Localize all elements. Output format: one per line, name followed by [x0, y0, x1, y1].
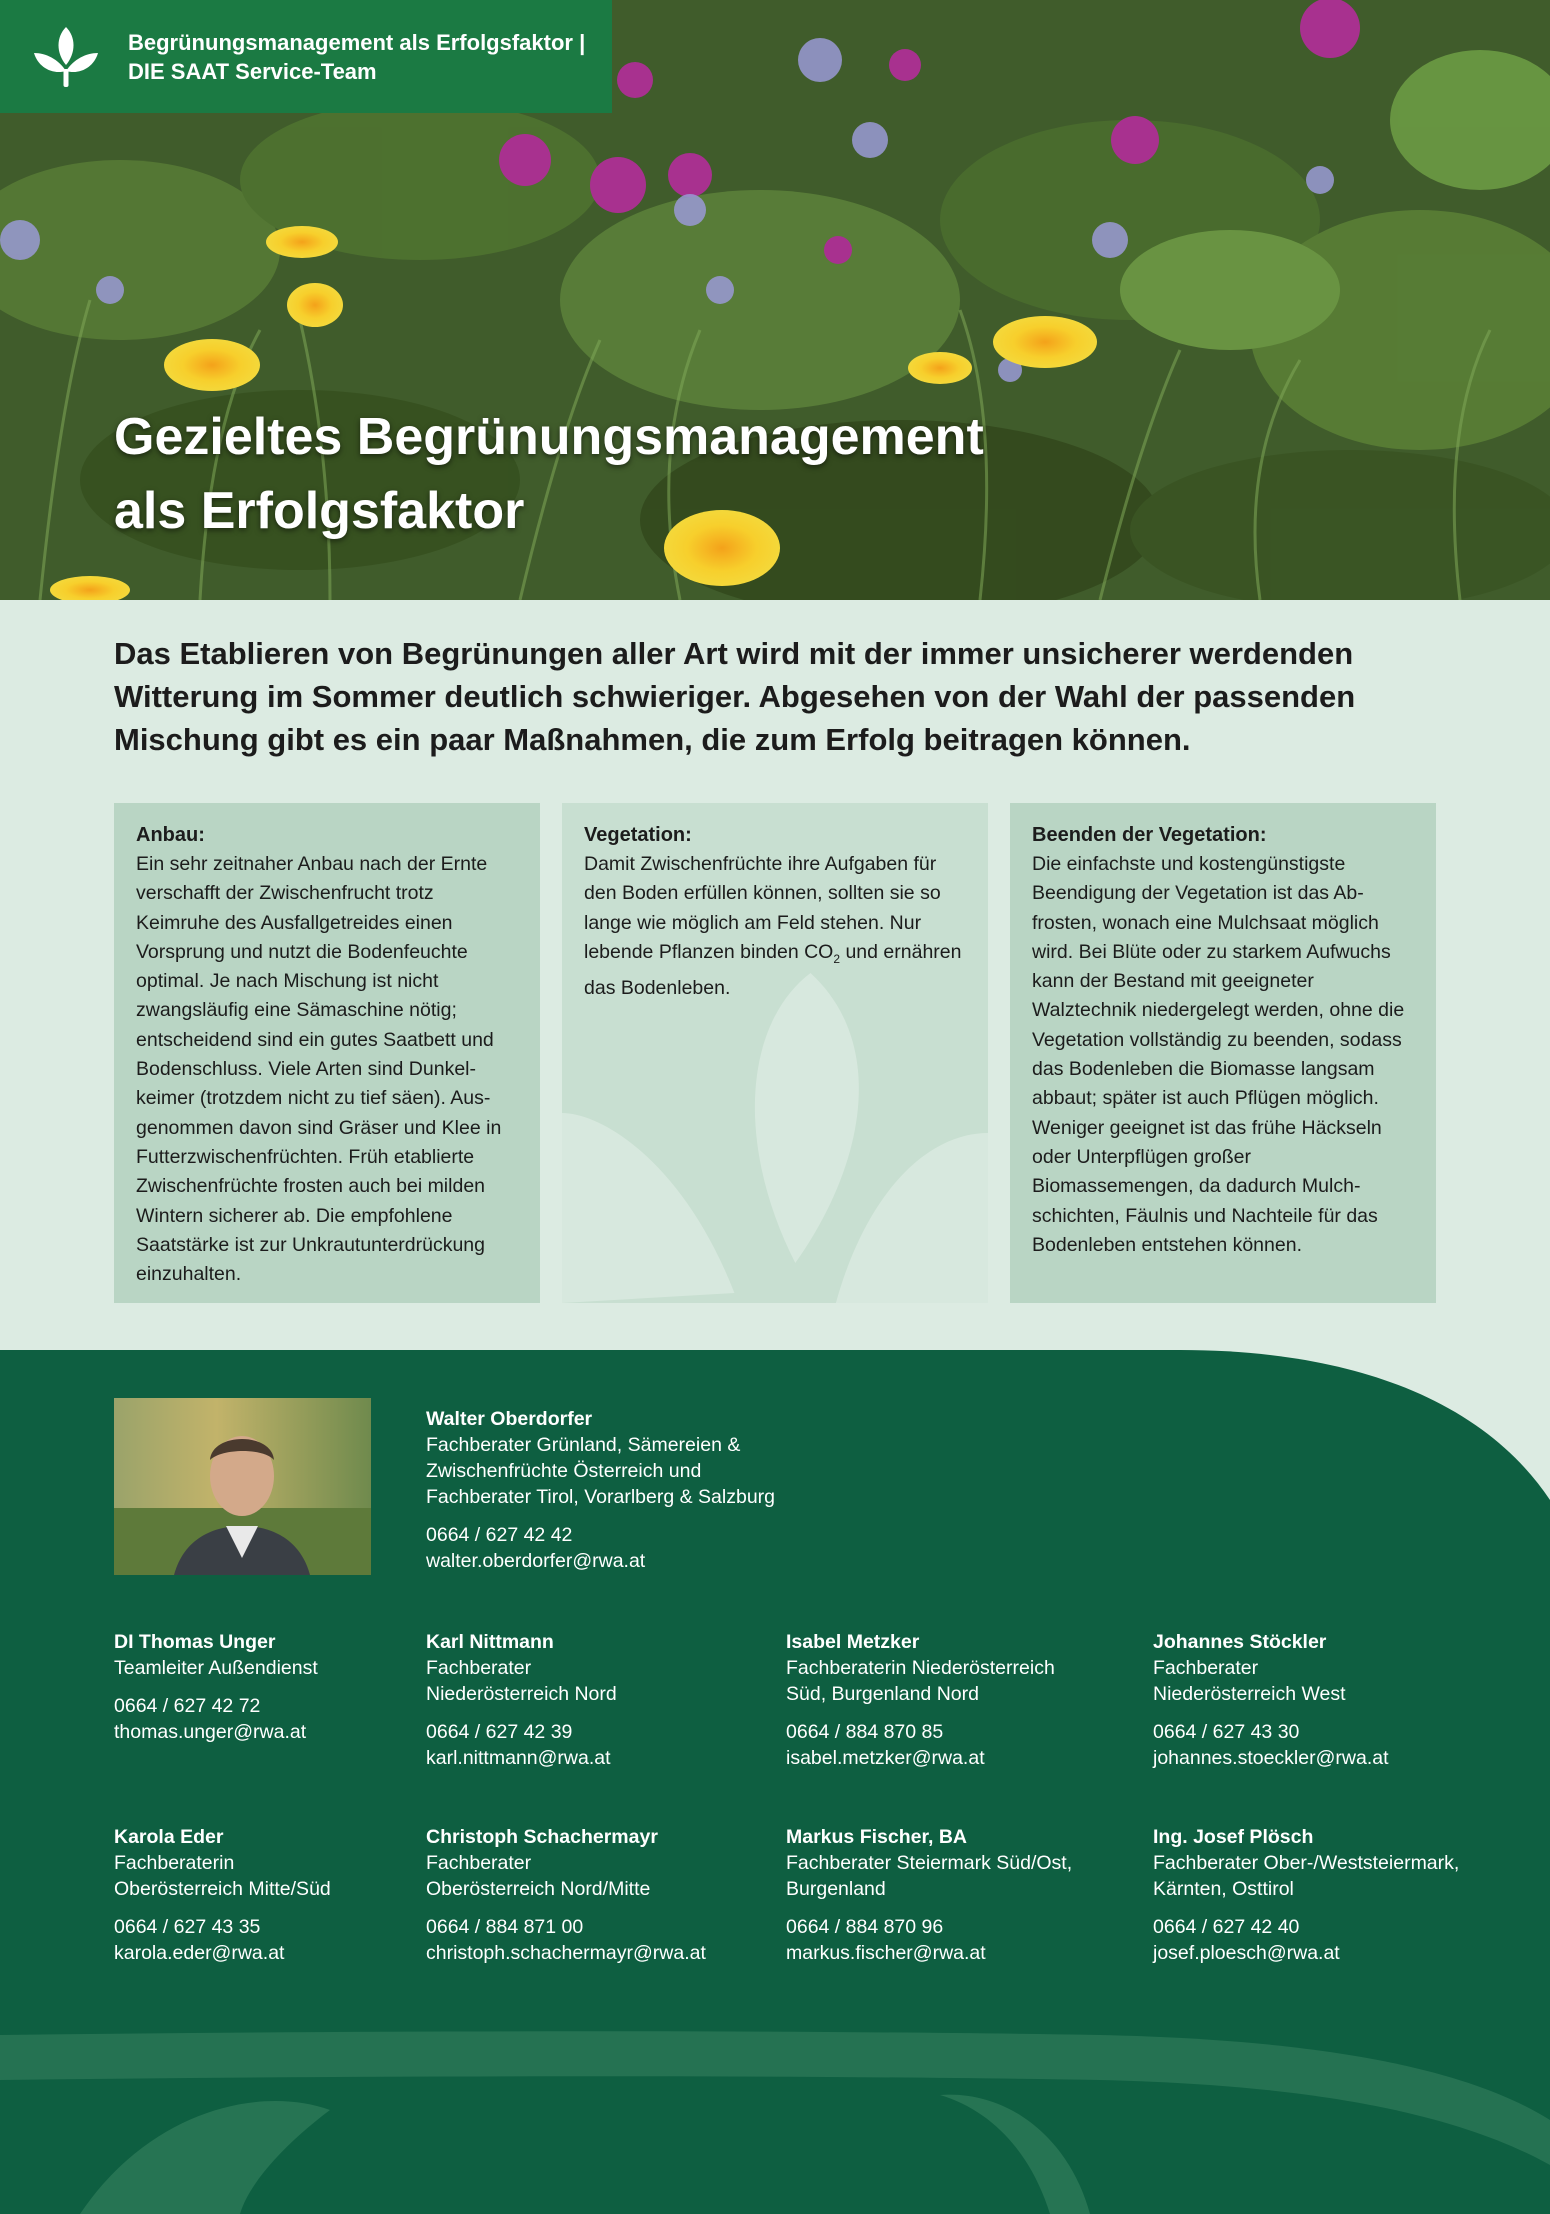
info-columns [114, 803, 1436, 1303]
contact-role-line: Fachberaterin [114, 1852, 235, 1874]
contact-phone[interactable]: 0664 / 884 870 85 [786, 1721, 944, 1743]
contact-email[interactable]: josef.ploesch@rwa.at [1153, 1942, 1340, 1964]
contact-email[interactable]: karola.eder@rwa.at [114, 1942, 285, 1964]
contact-phone[interactable]: 0664 / 627 42 39 [426, 1721, 573, 1743]
column-body-part-1: Damit Zwischenfrüchte ihre Aufgaben für den Boden erfüllen können, sollten sie so lange wie möglich am Feld stehen. Nur lebende Pflanzen binden CO [584, 853, 941, 963]
column-heading: Anbau: [136, 824, 205, 846]
contact-phone[interactable]: 0664 / 884 870 96 [786, 1916, 944, 1938]
co2-subscript: 2 [833, 951, 841, 966]
contact-section [0, 1350, 1550, 2214]
contact-name: Markus Fischer, BA [786, 1826, 967, 1848]
contact-name: Karola Eder [114, 1826, 224, 1848]
contact-role-line: Niederösterreich Nord [426, 1683, 617, 1705]
contact-role-line: Fachberater [1153, 1657, 1259, 1679]
contact-phone[interactable]: 0664 / 627 42 40 [1153, 1916, 1300, 1938]
contact-role-line: Fachberater [426, 1852, 532, 1874]
contact-role-line: Fachberater [426, 1657, 532, 1679]
banner-title-line-2: DIE SAAT Service-Team [128, 58, 377, 84]
contact-role-line: Burgenland [786, 1878, 886, 1900]
contact-card [426, 1629, 617, 1771]
contact-card [1153, 1824, 1459, 1966]
contact-card [786, 1629, 1055, 1771]
header-banner [0, 0, 612, 113]
contact-email[interactable]: walter.oberdorfer@rwa.at [426, 1550, 646, 1572]
contact-role-line: Fachberaterin Niederösterreich [786, 1657, 1055, 1679]
contact-card [114, 1629, 318, 1745]
column-body: Ein sehr zeitnaher Anbau nach der Ernte verschafft der Zwischenfrucht trotz Keimruhe des Ausfallgetreides einen Vorsprung und nutzt die Bodenfeuchte optimal. Je nach Mischung ist nicht zwangsläufig eine Sämaschine nötig; entscheidend sind ein gutes Saatbett und Bodenschluss. Viele Arten sind Dunkelkeimer (trotzdem nicht zu tief säen). Ausgenommen davon sind Gräser und Klee in Futterzwischenfrüchten. Früh etablierte Zwischenfrüchte frosten auch bei milden Wintern sicherer ab. Die empfohlene Saatstärke ist zur Unkrautunterdrückung einzuhalten. [136, 853, 502, 1286]
contact-card [1153, 1629, 1389, 1771]
column-body-part-2: und ernähren das Bodenleben. [584, 940, 962, 1000]
contact-role-line: Oberösterreich Mitte/Süd [114, 1878, 331, 1900]
column-heading: Vegetation: [584, 824, 692, 846]
leaf-watermark-icon [562, 963, 988, 1303]
avatar [114, 1398, 371, 1575]
column-vegetation [562, 803, 988, 1303]
contact-role-line: Zwischenfrüchte Österreich und [426, 1460, 702, 1482]
contact-role-line: Fachberater Steiermark Süd/Ost, [786, 1852, 1073, 1874]
contact-role-line: Teamleiter Außendienst [114, 1657, 318, 1679]
contact-featured [426, 1406, 775, 1574]
contact-email[interactable]: markus.fischer@rwa.at [786, 1942, 986, 1964]
contact-email[interactable]: christoph.schachermayr@rwa.at [426, 1942, 706, 1964]
contact-role-line: Süd, Burgenland Nord [786, 1683, 979, 1705]
banner-title-line-1: Begrünungsmanagement als Erfolgsfaktor | [128, 29, 586, 55]
contact-name: Karl Nittmann [426, 1631, 554, 1653]
banner-title [128, 28, 585, 86]
contact-email[interactable]: thomas.unger@rwa.at [114, 1721, 307, 1743]
column-heading: Beenden der Vegetation: [1032, 824, 1267, 846]
contact-email[interactable]: johannes.stoeckler@rwa.at [1153, 1747, 1389, 1769]
contact-phone[interactable]: 0664 / 627 42 42 [426, 1524, 573, 1546]
intro-text: Das Etablieren von Begrünungen aller Art wird mit der immer unsicherer werdenden Witterung im Sommer deutlich schwieriger. Abgesehen von der Wahl der passenden Mischung gibt es ein paar Maßnahmen, die zum Erfolg beitragen können. [114, 636, 1356, 757]
contact-phone[interactable]: 0664 / 627 43 30 [1153, 1721, 1300, 1743]
contact-name: Ing. Josef Plösch [1153, 1826, 1314, 1848]
contact-phone[interactable]: 0664 / 884 871 00 [426, 1916, 584, 1938]
contact-card [426, 1824, 706, 1966]
contact-role-line: Niederösterreich West [1153, 1683, 1346, 1705]
contact-phone[interactable]: 0664 / 627 42 72 [114, 1695, 261, 1717]
contact-role-line: Fachberater Grünland, Sämereien & [426, 1434, 741, 1456]
contact-name: Walter Oberdorfer [426, 1408, 593, 1430]
contact-role-line: Kärnten, Osttirol [1153, 1878, 1294, 1900]
column-body: Die einfachste und kostengünstigste Beendigung der Vegetation ist das Abfrosten, wonach eine Mulchsaat möglich wird. Bei Blüte oder zu starkem Aufwuchs kann der Bestand mit geeigneter Walztechnik niedergelegt werden, ohne die Vegetation vollständig zu beenden, sodass das Bodenleben die Biomasse langsam abbaut; später ist auch Pflügen möglich. Weniger geeignet ist das frühe Häckseln oder Unterpflügen großer Biomassemengen, da dadurch Mulchschichten, Fäulnis und Nachteile für das Bodenleben entstehen können. [1032, 853, 1405, 1256]
saat-leaf-logo-icon [28, 19, 104, 95]
contact-name: Isabel Metzker [786, 1631, 920, 1653]
contact-role-line: Oberösterreich Nord/Mitte [426, 1878, 651, 1900]
contact-card [786, 1824, 1072, 1966]
contact-email[interactable]: isabel.metzker@rwa.at [786, 1747, 985, 1769]
contact-name: Christoph Schachermayr [426, 1826, 658, 1848]
page-title [114, 400, 1214, 548]
hero-image [0, 0, 1550, 600]
page-title-line-2: als Erfolgsfaktor [114, 482, 525, 540]
contact-card [114, 1824, 331, 1966]
contact-phone[interactable]: 0664 / 627 43 35 [114, 1916, 261, 1938]
contact-name: Johannes Stöckler [1153, 1631, 1327, 1653]
contact-email[interactable]: karl.nittmann@rwa.at [426, 1747, 611, 1769]
column-body [584, 850, 966, 1003]
column-anbau [114, 803, 540, 1303]
contact-role-line: Fachberater Ober-/Weststeiermark, [1153, 1852, 1460, 1874]
contact-role-line: Fachberater Tirol, Vorarlberg & Salzburg [426, 1486, 776, 1508]
contact-name: DI Thomas Unger [114, 1631, 276, 1653]
page-title-line-1: Gezieltes Begrünungsmanagement [114, 408, 984, 466]
column-beenden [1010, 803, 1436, 1303]
